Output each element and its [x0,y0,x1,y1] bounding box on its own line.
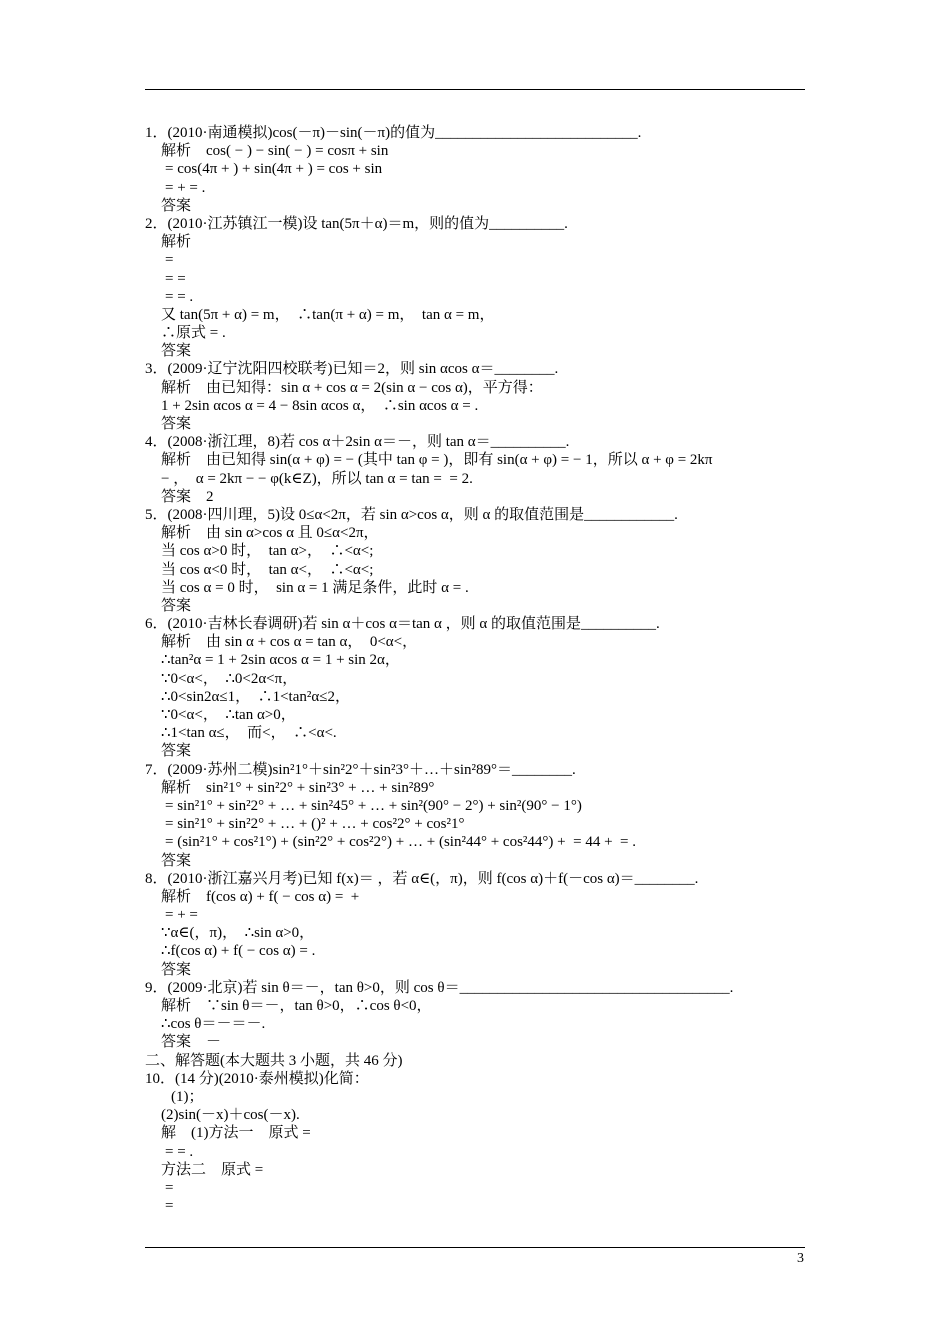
text-line: ∴0<sin2α≤1， ∴1<tan²α≤2， [161,688,350,705]
text-line: 解析 f(cos α) + f( − cos α) = + [161,888,360,905]
text-line: = = . [165,288,194,305]
text-line: ∵0<α<， ∴0<2α<π， [161,670,298,687]
text-line: = [165,252,174,269]
text-line: ∴cos θ＝－＝－. [161,1016,266,1033]
text-line: ∴原式 = . [161,325,226,342]
text-line: 1 + 2sin αcos α = 4 − 8sin αcos α， ∴sin αcos α = . [161,397,479,414]
text-line: 解析 cos( − ) − sin( − ) = cosπ + sin [161,143,389,160]
text-line: 3．(2009·辽宁沈阳四校联考)已知＝2，则 sin αcos α＝________. [145,361,559,378]
text-line: 答案 [161,416,192,432]
text-line: 答案 2 [161,488,214,505]
text-line: 当 cos α = 0 时， sin α = 1 满足条件，此时 α = . [161,579,469,596]
text-line: 9．(2009·北京)若 sin θ＝－，tan θ>0，则 cos θ＝____________________________________. [145,979,734,996]
document-body [145,124,805,1215]
text-line: = + = [165,907,198,924]
text-line: 答案 [161,743,192,760]
text-line: 5．(2008·四川理，5)设 0≤α<2π，若 sin α>cos α，则 α 的取值范围是____________. [145,506,678,523]
text-line: = [165,1179,174,1196]
text-line: = sin²1° + sin²2° + … + ()² + … + cos²2° + cos²1° [165,816,465,833]
text-line: − ， α = 2kπ − − φ(k∈Z)，所以 tan α = tan = = 2. [161,470,473,487]
text-line: = = . [165,1143,194,1160]
text-line: 当 cos α<0 时， tan α<， ∴<α<; [161,561,374,578]
text-line: (1)； [171,1088,204,1105]
text-line: 解析 由 sin α + cos α = tan α， 0<α<， [161,634,418,651]
text-line: ∴1<tan α≤， 而<， ∴<α<. [161,725,337,742]
text-line: = (sin²1° + cos²1°) + (sin²2° + cos²2°) + … + (sin²44° + cos²44°) + = 44 + = . [165,834,636,851]
header-rule [145,89,805,90]
text-line: 又 tan(5π + α) = m， ∴tan(π + α) = m， tan α = m， [161,306,495,323]
text-line: ∵0<α<， ∴tan α>0， [161,707,296,723]
text-line: 答案 [161,597,192,614]
text-line: 答案 [161,343,192,360]
text-line: 解析 由已知得：sin α + cos α = 2(sin α − cos α)，平方得： [161,379,543,396]
text-line: 答案 [161,961,192,978]
text-line: 4．(2008·浙江理，8)若 cos α＋2sin α＝－，则 tan α＝__________. [145,434,570,451]
text-line: = cos(4π + ) + sin(4π + ) = cos + sin [165,161,383,178]
text-line: 解析 由已知得 sin(α + φ) = − (其中 tan φ = )，即有 sin(α + φ) = − 1，所以 α + φ = 2kπ [161,452,713,469]
text-line: = [165,1198,174,1215]
text-line: ∵α∈(，π)， ∴sin α>0， [161,925,315,942]
text-line: 2．(2010·江苏镇江一模)设 tan(5π＋α)＝m，则的值为__________. [145,215,568,232]
text-line: = + = . [165,179,206,196]
text-line: 解析 sin²1° + sin²2° + sin²3° + … + sin²89° [161,779,435,796]
text-line: 7．(2009·苏州二模)sin²1°＋sin²2°＋sin²3°＋…＋sin²89°＝________. [145,761,576,778]
text-line: 二、解答题(本大题共 3 小题，共 46 分) [145,1052,403,1069]
text-line: 解 (1)方法一 原式 = [161,1125,311,1142]
text-line: = = [165,270,186,287]
text-line: 方法二 原式 = [161,1161,264,1178]
text-line: 8．(2010·浙江嘉兴月考)已知 f(x)＝ ，若 α∈(，π)，则 f(cos α)＋f(－cos α)＝________. [145,870,699,887]
text-line: 解析 ∵sin θ＝－，tan θ>0，∴cos θ<0， [161,998,432,1014]
text-line: (2)sin(－x)＋cos(－x). [161,1107,300,1124]
text-line: 当 cos α>0 时， tan α>， ∴<α<; [161,543,374,560]
text-line: 答案 － [161,1034,222,1051]
text-line: ∴f(cos α) + f( − cos α) = . [161,943,316,960]
footer-rule [145,1247,805,1248]
text-line: 10．(14 分)(2010·泰州模拟)化简： [145,1070,369,1087]
text-line: 1．(2010·南通模拟)cos(－π)－sin(－π)的值为___________________________. [145,125,642,141]
text-line: 解析 由 sin α>cos α 且 0≤α<2π， [161,525,379,542]
text-line: 答案 [161,852,192,869]
text-line: ∴tan²α = 1 + 2sin αcos α = 1 + sin 2α， [161,652,400,669]
page-number: 3 [797,1251,804,1266]
text-line: 答案 [161,197,192,214]
text-line: 解析 [161,234,192,251]
text-line: 6．(2010·吉林长春调研)若 sin α＋cos α＝tan α ，则 α 的取值范围是__________. [145,616,660,633]
text-line: = sin²1° + sin²2° + … + sin²45° + … + sin²(90° − 2°) + sin²(90° − 1°) [165,797,582,814]
